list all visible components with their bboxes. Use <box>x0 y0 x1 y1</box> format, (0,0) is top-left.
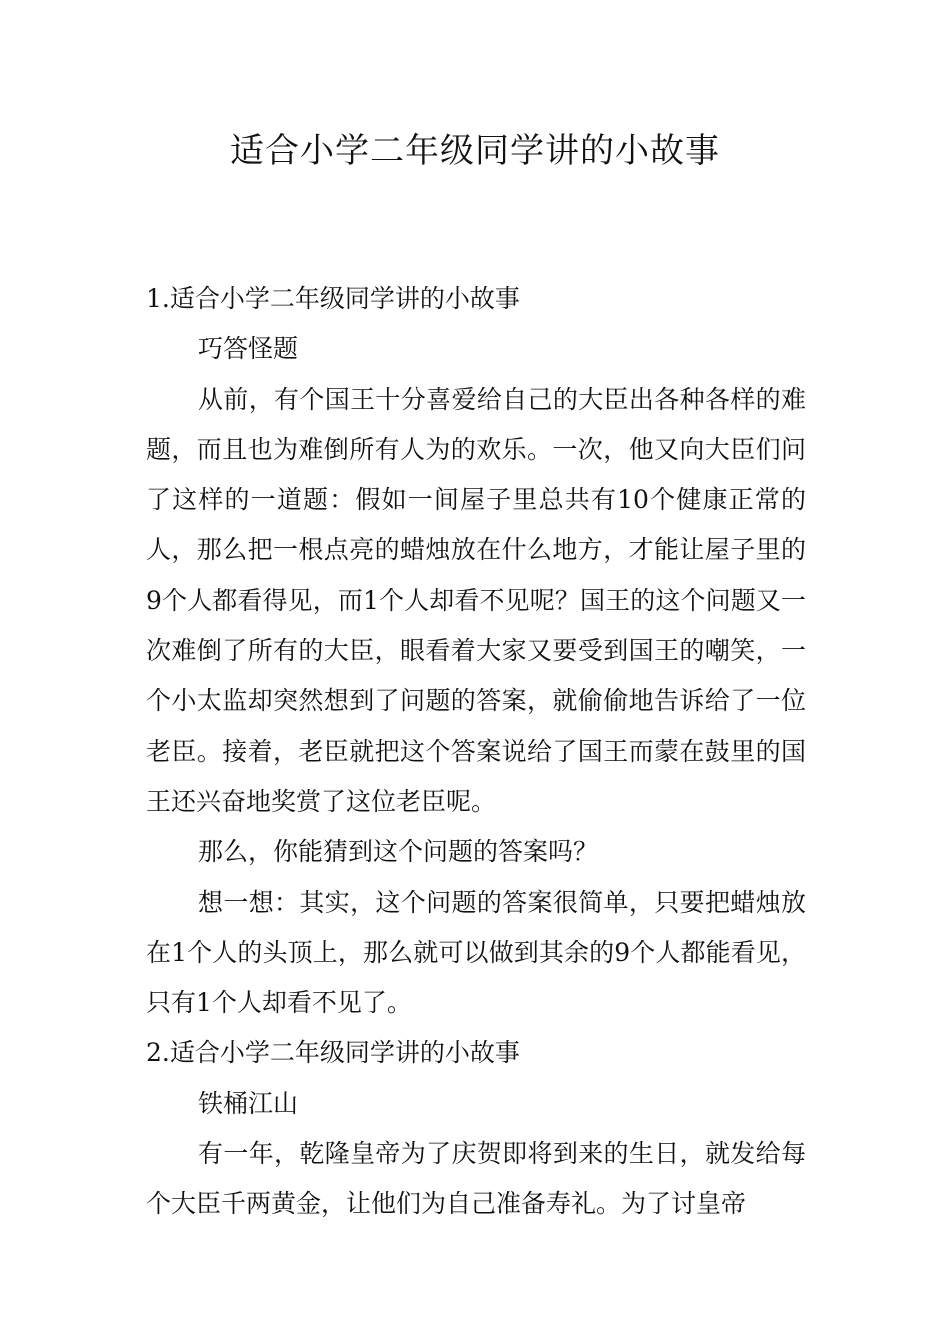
story-paragraph: 想一想：其实，这个问题的答案很简单，只要把蜡烛放在1个人的头顶上，那么就可以做到其余的9个人都能看见，只有1个人却看不见了。 <box>146 887 806 1018</box>
story-paragraph: 那么，你能猜到这个问题的答案吗？ <box>198 837 599 867</box>
story-paragraph: 从前，有个国王十分喜爱给自己的大臣出各种各样的难题，而且也为难倒所有人为的欢乐。一次，他又向大臣们问了这样的一道题：假如一间屋子里总共有10个健康正常的人，那么把一根点亮的蜡烛放在什么地方，才能让屋子里的9个人都看得见，而1个人却看不见呢？国王的这个问题又一次难倒了所有的大臣，眼看着大家又要受到国王的嘲笑，一个小太监却突然想到了问题的答案，就偷偷地告诉给了一位老臣。接着，老臣就把这个答案说给了国王而蒙在鼓里的国王还兴奋地奖赏了这位老臣呢。 <box>146 384 806 816</box>
section-heading: 2.适合小学二年级同学讲的小故事 <box>146 1038 520 1068</box>
story-section-2 <box>146 1028 806 1229</box>
story-title: 铁桶江山 <box>198 1088 299 1118</box>
story-title: 巧答怪题 <box>198 334 299 364</box>
document-body <box>146 274 806 1230</box>
story-section-1 <box>146 274 806 1028</box>
section-heading: 1.适合小学二年级同学讲的小故事 <box>146 284 520 313</box>
story-paragraph: 有一年，乾隆皇帝为了庆贺即将到来的生日，就发给每个大臣千两黄金，让他们为自己准备寿礼。为了讨皇帝 <box>146 1139 806 1219</box>
document-title: 适合小学二年级同学讲的小故事 <box>230 131 720 171</box>
